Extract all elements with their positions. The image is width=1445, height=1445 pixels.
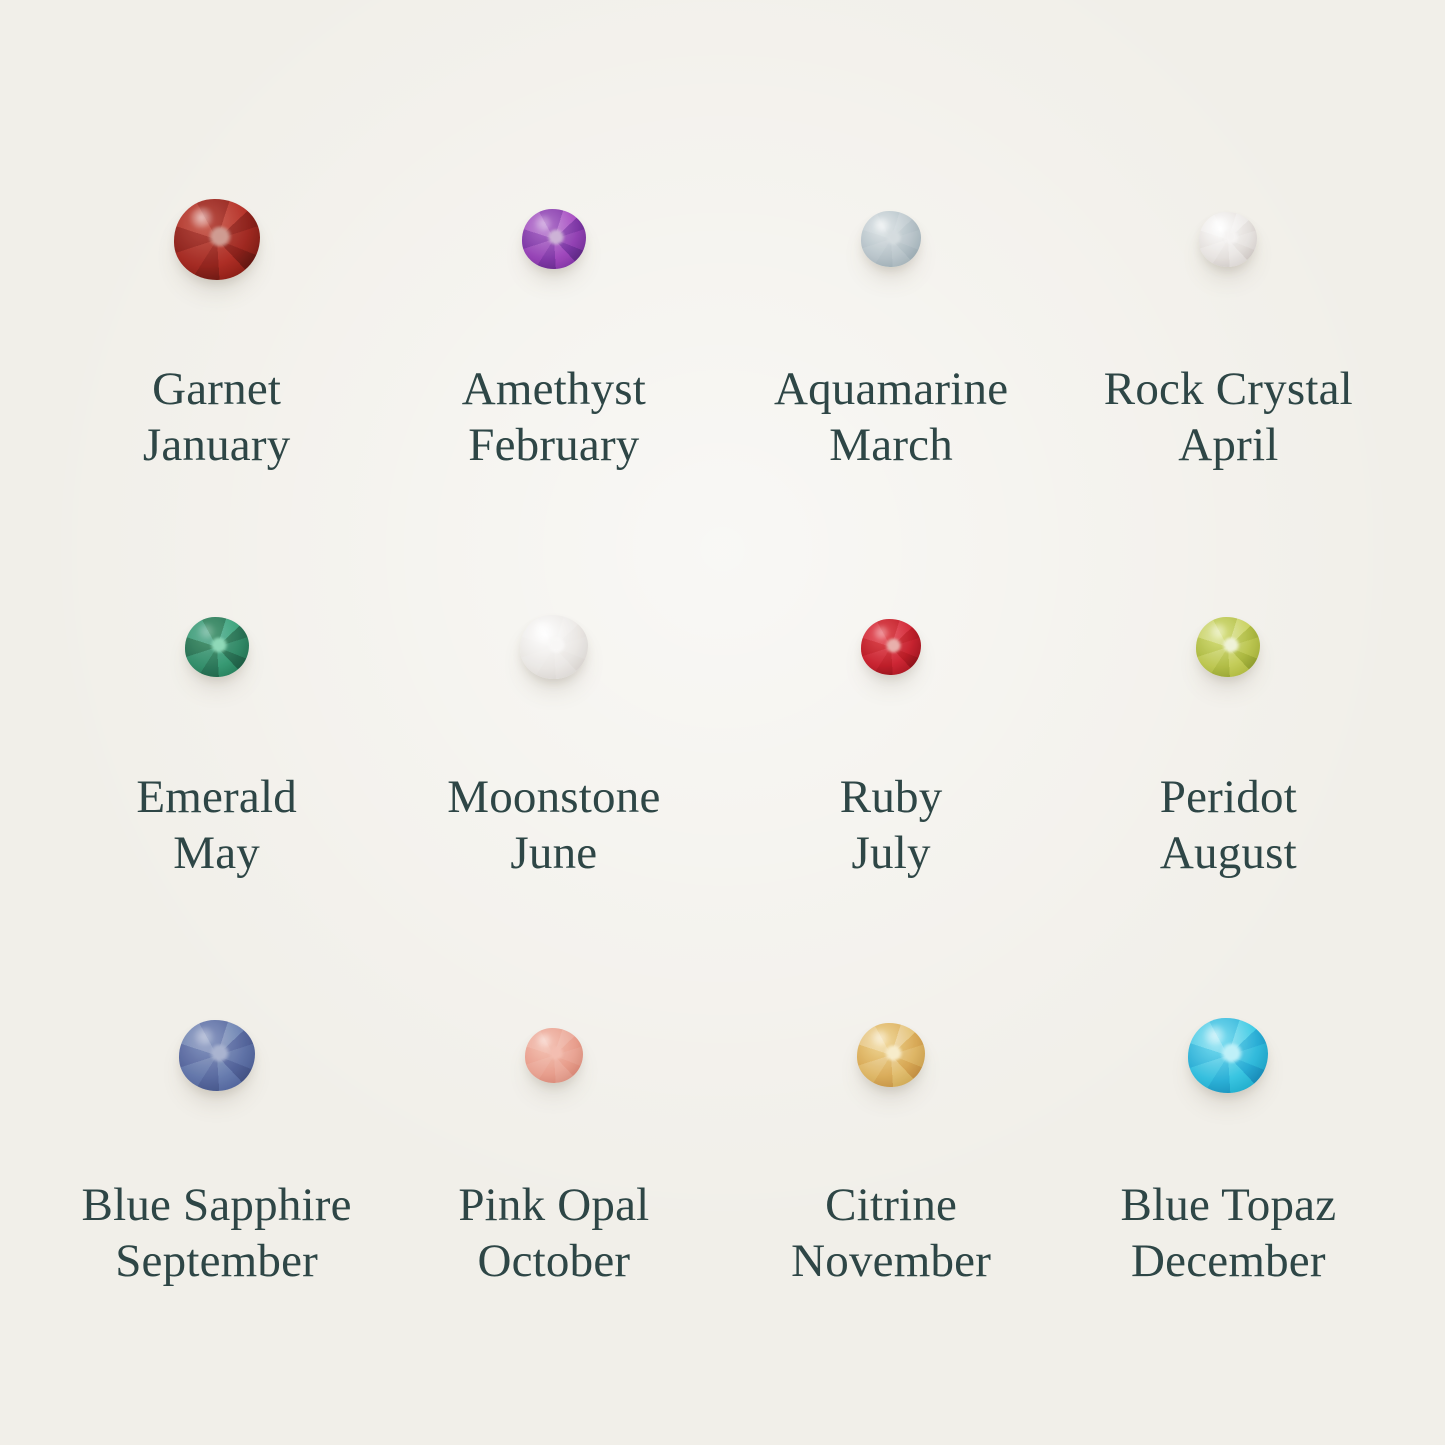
gem-cell-blue-sapphire — [48, 979, 385, 1387]
gem-label — [774, 361, 1008, 474]
gem-month: December — [1131, 1235, 1326, 1288]
bead-amethyst — [522, 209, 586, 269]
bead-wrap — [179, 979, 255, 1131]
gem-label — [791, 1177, 991, 1290]
gem-cell-emerald — [48, 571, 385, 979]
gem-month: November — [791, 1235, 992, 1288]
gem-month: September — [115, 1235, 319, 1288]
gem-name: Moonstone — [447, 771, 661, 823]
gem-cell-rock-crystal — [1060, 163, 1397, 571]
gem-name: Citrine — [825, 1179, 958, 1231]
bead-garnet — [174, 199, 260, 280]
bead-wrap — [185, 571, 249, 723]
gem-month: February — [468, 419, 640, 472]
gem-cell-garnet — [48, 163, 385, 571]
bead-wrap — [861, 163, 921, 315]
bead-wrap — [522, 163, 586, 315]
gem-label — [462, 361, 646, 474]
bead-hole — [1220, 1043, 1242, 1063]
gem-name: Amethyst — [461, 363, 647, 415]
bead-wrap — [520, 571, 588, 723]
bead-hole — [885, 638, 902, 653]
bead-ruby — [861, 619, 921, 675]
bead-wrap — [1188, 979, 1268, 1131]
gem-label — [82, 1177, 352, 1290]
bead-wrap — [1199, 163, 1257, 315]
gem-label — [136, 769, 297, 882]
bead-wrap — [174, 163, 260, 315]
bead-blue-topaz — [1188, 1018, 1268, 1093]
gem-name: Aquamarine — [773, 363, 1009, 415]
bead-hole — [210, 637, 228, 653]
gem-name: Ruby — [839, 771, 943, 823]
gem-cell-ruby — [723, 571, 1060, 979]
bead-hole — [208, 226, 232, 247]
bead-hole — [1222, 637, 1240, 653]
bead-moonstone — [520, 615, 588, 679]
gem-cell-pink-opal — [385, 979, 722, 1387]
gem-name: Blue Sapphire — [81, 1179, 352, 1231]
gem-cell-amethyst — [385, 163, 722, 571]
bead-wrap — [861, 571, 921, 723]
bead-wrap — [857, 979, 925, 1131]
gem-month: October — [477, 1235, 631, 1288]
bead-pink-opal — [525, 1028, 583, 1083]
gem-name: Emerald — [136, 771, 297, 823]
gem-month: May — [173, 827, 260, 880]
gem-name: Peridot — [1159, 771, 1297, 823]
bead-hole — [885, 230, 902, 245]
gem-label — [1104, 361, 1353, 474]
bead-blue-sapphire — [179, 1020, 255, 1091]
bead-rock-crystal — [1199, 212, 1257, 267]
bead-wrap — [1196, 571, 1260, 723]
gem-name: Blue Topaz — [1120, 1179, 1337, 1231]
gem-month: April — [1178, 419, 1279, 472]
bead-wrap — [525, 979, 583, 1131]
gem-cell-citrine — [723, 979, 1060, 1387]
gem-name: Pink Opal — [458, 1179, 650, 1231]
gem-month: January — [142, 419, 291, 472]
bead-emerald — [185, 617, 249, 677]
bead-aquamarine — [861, 211, 921, 267]
gem-cell-peridot — [1060, 571, 1397, 979]
gem-label — [1160, 769, 1297, 882]
gem-month: August — [1159, 827, 1297, 880]
gem-label — [840, 769, 943, 882]
gem-label — [447, 769, 660, 882]
gem-cell-aquamarine — [723, 163, 1060, 571]
gem-cell-moonstone — [385, 571, 722, 979]
gem-label — [143, 361, 291, 474]
gem-month: July — [851, 827, 931, 880]
gem-month: June — [510, 827, 598, 880]
gem-cell-blue-topaz — [1060, 979, 1397, 1387]
bead-citrine — [857, 1023, 925, 1087]
bead-peridot — [1196, 617, 1260, 677]
gem-name: Garnet — [152, 363, 282, 415]
gem-name: Rock Crystal — [1103, 363, 1353, 415]
gem-month: March — [829, 419, 953, 472]
gem-label — [1120, 1177, 1336, 1290]
gem-label — [458, 1177, 649, 1290]
